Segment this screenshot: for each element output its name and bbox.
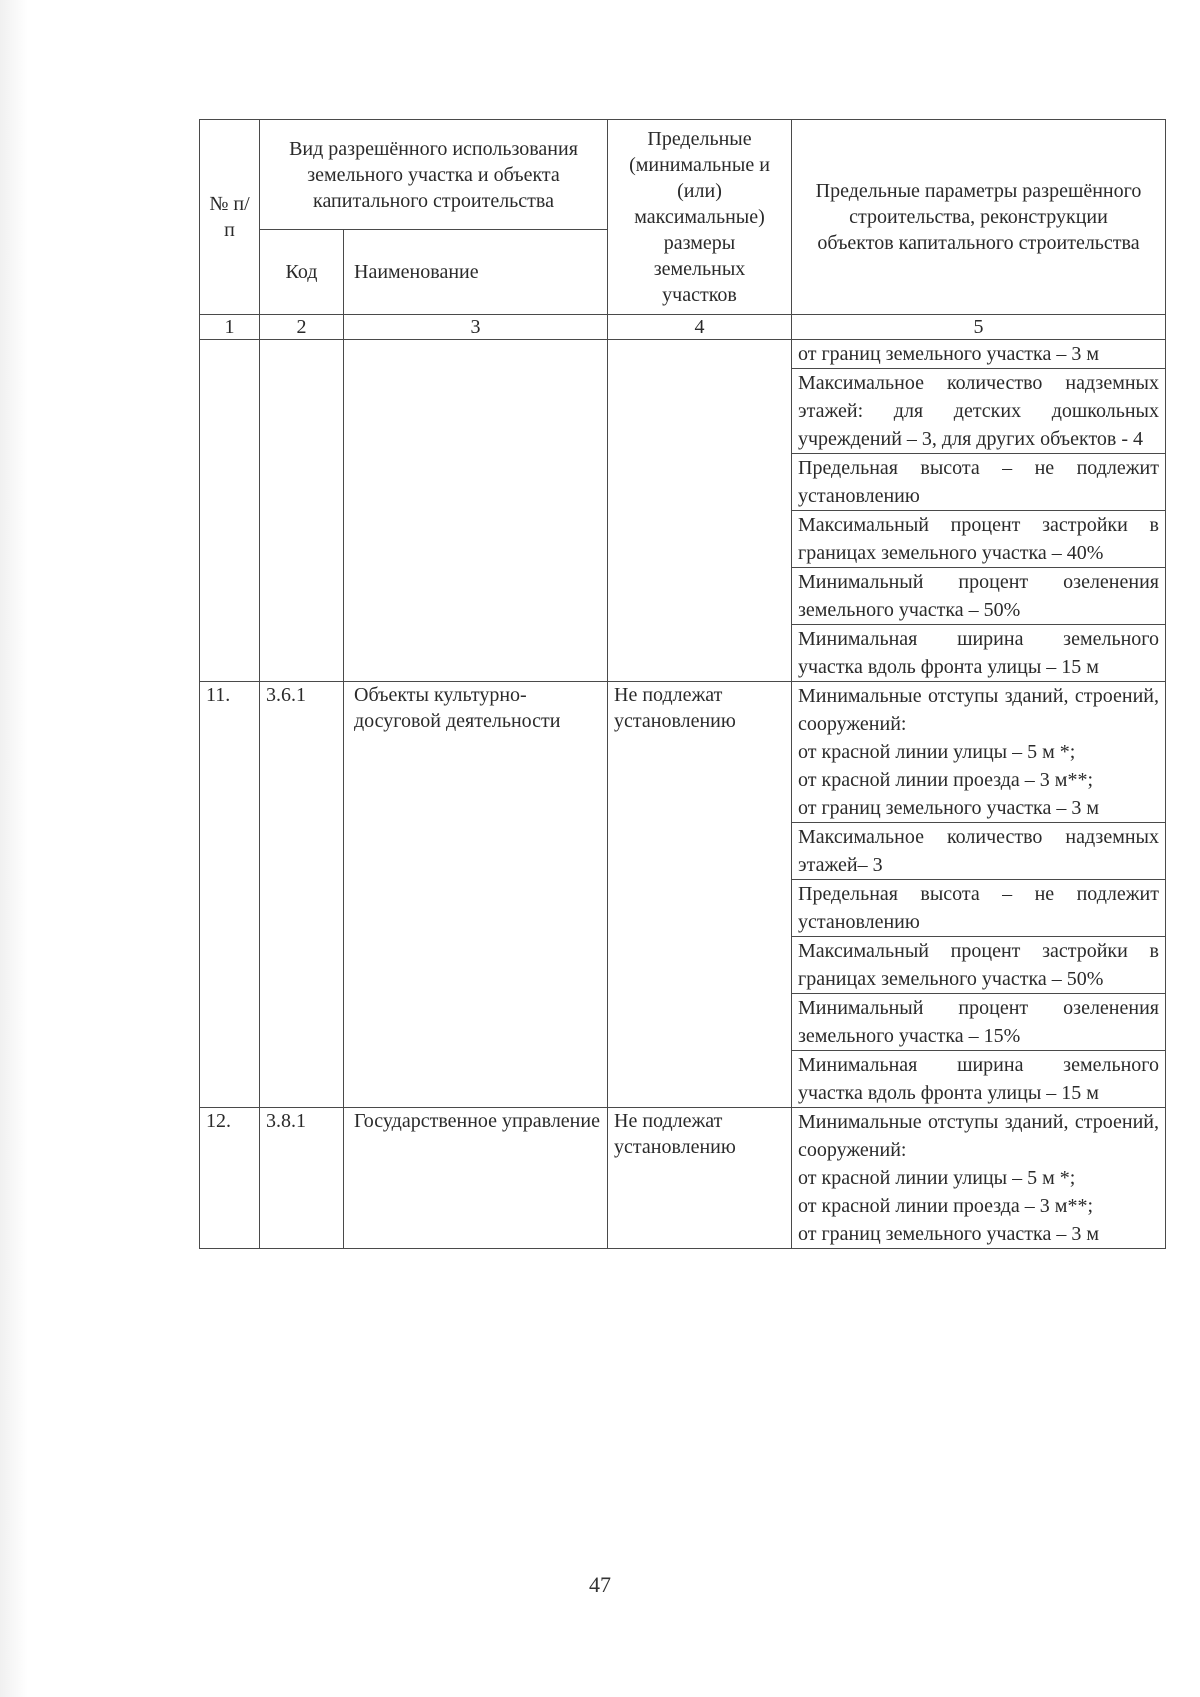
param-cell (792, 1108, 1166, 1249)
cont-code-cell (260, 340, 344, 682)
row-name: Государственное управление (344, 1108, 608, 1249)
param-line: Минимальный процент озеленения земельного участка – 15% (798, 997, 1159, 1047)
param-cell: Минимальная ширина земельного участка вдоль фронта улицы – 15 м (792, 625, 1166, 682)
param-cell: Минимальный процент озеленения земельного участка – 50% (792, 568, 1166, 625)
param-cell: Максимальный процент застройки в границах земельного участка – 40% (792, 511, 1166, 568)
header-code: Код (260, 230, 344, 315)
column-number: 4 (608, 315, 792, 340)
cont-num-cell (200, 340, 260, 682)
row-code: 3.8.1 (260, 1108, 344, 1249)
header-usage-type: Вид разрешённого использования земельного участка и объекта капитального строительства (260, 120, 608, 230)
header-num: № п/п (200, 120, 260, 315)
param-line: от границ земельного участка – 3 м (798, 797, 1099, 819)
header-build-params: Предельные параметры разрешённого строительства, реконструкции объектов капитального строительства (792, 120, 1166, 315)
param-cell (792, 823, 1166, 880)
row-number: 12. (200, 1108, 260, 1249)
param-line: от границ земельного участка – 3 м (798, 1223, 1099, 1245)
row-plot-sizes: Не подлежат установлению (608, 1108, 792, 1249)
row-plot-sizes: Не подлежат установлению (608, 682, 792, 1108)
param-line: от красной линии улицы – 5 м *; (798, 1167, 1076, 1189)
row-name: Объекты культурно-досуговой деятельности (344, 682, 608, 1108)
param-cell (792, 994, 1166, 1051)
column-number: 3 (344, 315, 608, 340)
page-edge (0, 0, 28, 1697)
column-number: 5 (792, 315, 1166, 340)
column-number: 1 (200, 315, 260, 340)
param-cell: Максимальное количество надземных этажей: для детских дошкольных учреждений – 3, для других объектов - 4 (792, 369, 1166, 454)
param-cell: Предельная высота – не подлежит установлению (792, 454, 1166, 511)
param-line: от красной линии улицы – 5 м *; (798, 741, 1076, 763)
header-name: Наименование (344, 230, 608, 315)
param-cell (792, 1051, 1166, 1108)
table-row (200, 682, 1166, 823)
param-line: от красной линии проезда – 3 м**; (798, 1195, 1094, 1217)
param-line: Предельная высота – не подлежит установлению (798, 883, 1159, 933)
cont-name-cell (344, 340, 608, 682)
param-cell (792, 682, 1166, 823)
cont-sizes-cell (608, 340, 792, 682)
table-row (200, 1108, 1166, 1249)
page-number: 47 (589, 1572, 611, 1597)
param-line: Минимальные отступы зданий, строений, сооружений: (798, 685, 1159, 735)
column-number: 2 (260, 315, 344, 340)
param-line: Максимальный процент застройки в границах земельного участка – 50% (798, 940, 1159, 990)
zoning-regulations-table (199, 119, 1166, 1249)
param-cell (792, 880, 1166, 937)
param-line: Минимальная ширина земельного участка вдоль фронта улицы – 15 м (798, 1054, 1159, 1104)
row-number: 11. (200, 682, 260, 1108)
column-numbers-row (200, 315, 1166, 340)
header-plot-sizes: Предельные (минимальные и (или) максимальные) размеры земельных участков (608, 120, 792, 315)
param-cell (792, 937, 1166, 994)
table-row (200, 340, 1166, 369)
param-line: Максимальное количество надземных этажей– 3 (798, 826, 1159, 876)
param-line: от красной линии проезда – 3 м**; (798, 769, 1094, 791)
param-line: Минимальные отступы зданий, строений, сооружений: (798, 1111, 1159, 1161)
row-code: 3.6.1 (260, 682, 344, 1108)
param-cell: от границ земельного участка – 3 м (792, 340, 1166, 369)
